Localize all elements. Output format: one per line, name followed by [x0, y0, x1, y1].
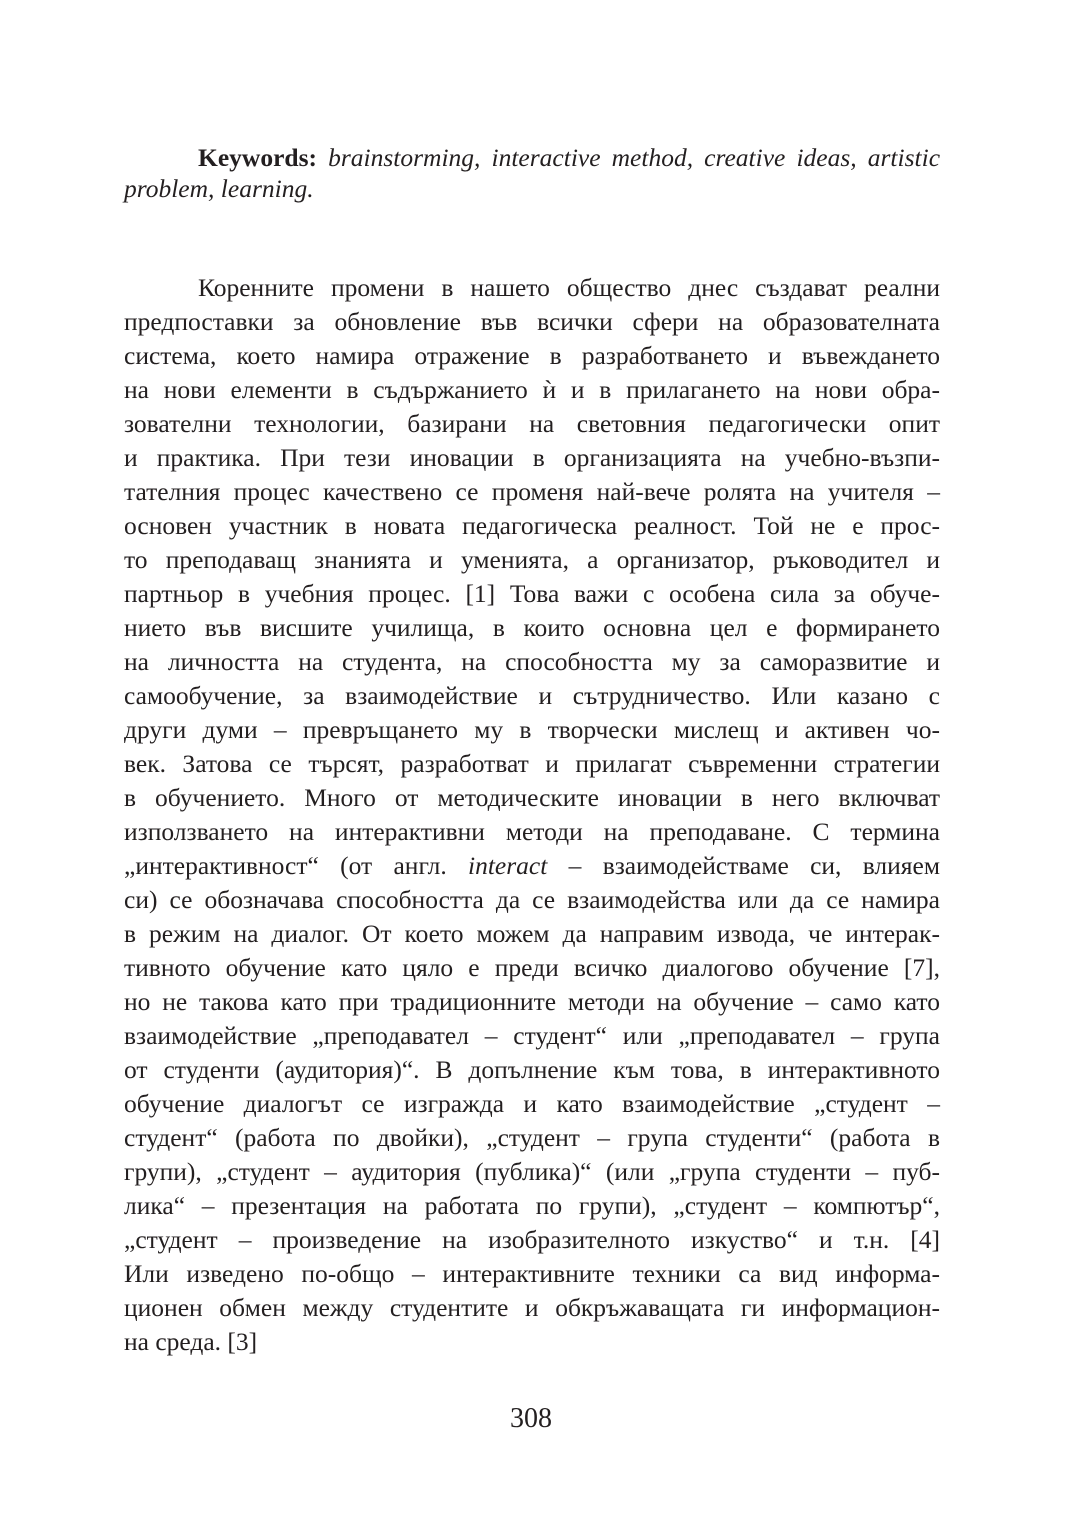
- paragraph-line: на нови елементи в съдържанието ѝ и в прилагането на нови обра-: [124, 375, 940, 404]
- paragraph-line: групи), „студент – аудитория (публика)“ (или „група студенти – пуб-: [124, 1157, 940, 1186]
- paragraph-line: студент“ (работа по двойки), „студент – група студенти“ (работа в: [124, 1123, 940, 1152]
- paragraph-line: в обучението. Много от методическите иновации в него включват: [124, 783, 940, 812]
- paragraph-line: предпоставки за обновление във всички сфери на образователната: [124, 307, 940, 336]
- paragraph-line: на личността на студента, на способността му за саморазвитие и: [124, 647, 940, 676]
- paragraph-line: „студент – произведение на изобразителното изкуство“ и т.н. [4]: [124, 1225, 940, 1254]
- paragraph-line: други думи – превръщането му в творчески мислещ и активен чо-: [124, 715, 940, 744]
- paragraph-line-with-italic: [124, 849, 940, 883]
- paragraph-line: и практика. При тези иновации в организацията на учебно-възпи-: [124, 443, 940, 472]
- paragraph-line: самообучение, за взаимодействие и сътрудничество. Или казано с: [124, 681, 940, 710]
- paragraph-line: партньор в учебния процес. [1] Това важи с особена сила за обуче-: [124, 579, 940, 608]
- page-number: 308: [510, 1403, 552, 1434]
- paragraph-line: си) се обозначава способността да се взаимодейства или да се намира: [124, 885, 940, 914]
- paragraph-line: в режим на диалог. От което можем да направим извода, че интерак-: [124, 919, 940, 948]
- paragraph-line: основен участник в новата педагогическа реалност. Той не е прос-: [124, 511, 940, 540]
- paragraph-line: лика“ – презентация на работата по групи), „студент – компютър“,: [124, 1191, 940, 1220]
- italic-term: interact: [468, 851, 548, 880]
- paragraph-line: Или изведено по-общо – интерактивните техники са вид информа-: [124, 1259, 940, 1288]
- line-text: – взаимодействаме си, влияем: [547, 851, 940, 880]
- paragraph-line: нието във висшите училища, в които основна цел е формирането: [124, 613, 940, 642]
- keywords-list: brainstorming, interactive method, creative ideas, artistic problem, learning.: [124, 143, 941, 203]
- paragraph-line: ционен обмен между студентите и обкръжаващата ги информацион-: [124, 1293, 940, 1322]
- keywords-label: Keywords:: [198, 143, 317, 172]
- line-text: „интерактивност“ (от англ.: [124, 851, 469, 880]
- paragraph-line: тателния процес качествено се променя най-вече ролята на учителя –: [124, 477, 940, 506]
- paragraph-line: обучение диалогът се изгражда и като взаимодействие „студент –: [124, 1089, 940, 1118]
- paragraph-line: тивното обучение като цяло е преди всичко диалогово обучение [7],: [124, 953, 940, 982]
- body-paragraph: [124, 271, 940, 1359]
- paragraph-line: Коренните промени в нашето общество днес създават реални: [198, 273, 940, 302]
- paragraph-line: век. Затова се търсят, разработват и прилагат съвременни стратегии: [124, 749, 940, 778]
- paragraph-line: но не такова като при традиционните методи на обучение – само като: [124, 987, 940, 1016]
- paragraph-line: система, което намира отражение в разработването и въвеждането: [124, 341, 940, 370]
- paragraph-line: от студенти (аудитория)“. В допълнение към това, в интерактивното: [124, 1055, 940, 1084]
- paragraph-line: на среда. [3]: [124, 1327, 258, 1356]
- paragraph-line: взаимодействие „преподавател – студент“ или „преподавател – група: [124, 1021, 940, 1050]
- paragraph-line: то преподаващ знанията и уменията, а организатор, ръководител и: [124, 545, 940, 574]
- paragraph-line: използването на интерактивни методи на преподаване. С термина: [124, 817, 940, 846]
- keywords-paragraph: [124, 142, 940, 204]
- paragraph-line: зователни технологии, базирани на световния педагогически опит: [124, 409, 940, 438]
